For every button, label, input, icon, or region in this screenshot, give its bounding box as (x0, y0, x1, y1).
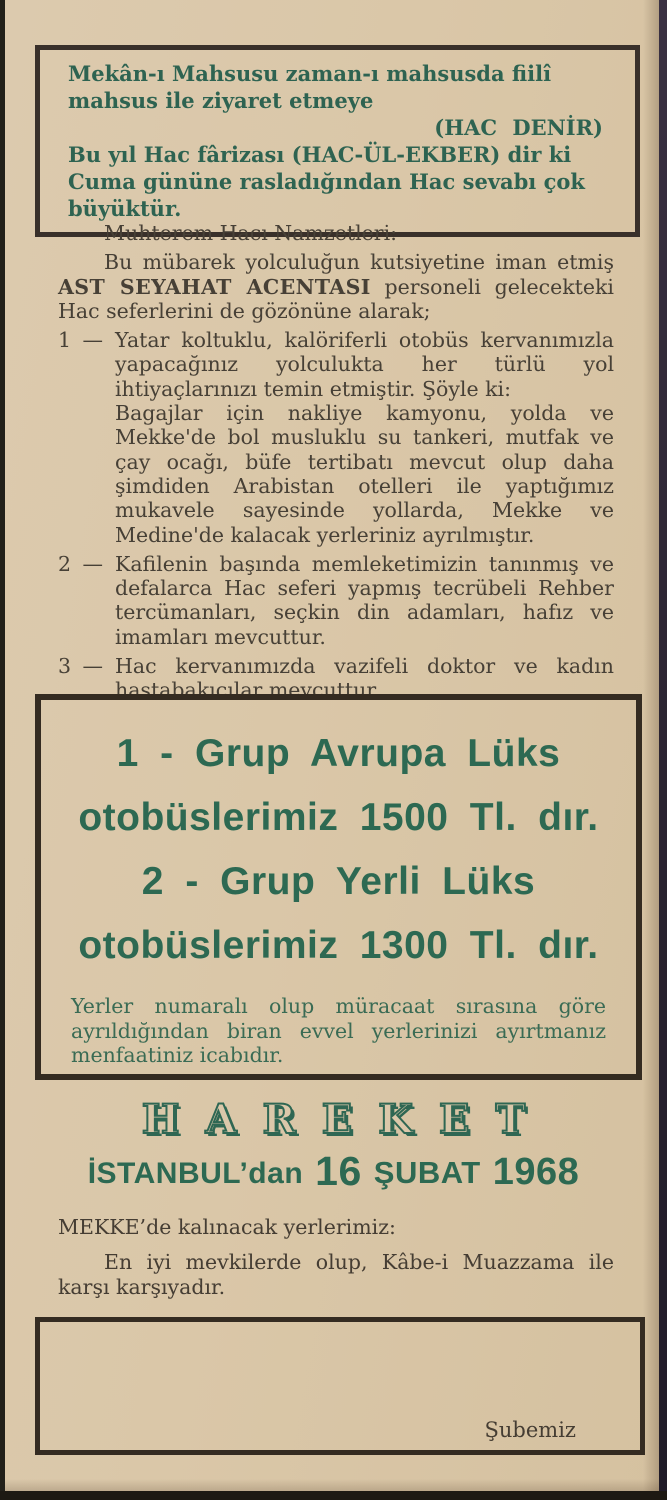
list-item-1 (58, 328, 614, 547)
branch-label: Şubemiz (484, 1418, 576, 1442)
item-1-digit: 1 (58, 328, 72, 353)
item-2-dash: — (82, 551, 103, 576)
price-line-4: otobüslerimiz 1300 Tl. dır. (78, 924, 599, 967)
notice-bottom-text: Bu yıl Hac fârizası (HAC-ÜL-EKBER) dir ki Cuma gününe rasladığından Hac sevabı çok büyüktür. (68, 142, 585, 221)
price-line-3: 2 - Grup Yerli Lüks (141, 860, 536, 903)
scan-edge-left (0, 0, 5, 1500)
departure-line (0, 1148, 667, 1195)
intro-text-before: Bu mübarek yolculuğun kutsiyetine iman etmiş (104, 250, 614, 275)
departure-city: İSTANBUL’dan (87, 1157, 304, 1190)
price-note: Yerler numaralı olup müracaat sırasına göre ayrıldığından biran evvel yerlerinizi ayırtmanız menfaatiniz icabıdır. (71, 994, 606, 1067)
greeting-line: Muhterem Hacı Namzetleri: (104, 221, 398, 245)
agency-name: AST SEYAHAT ACENTASI (58, 274, 371, 299)
item-1-text: Yatar koltuklu, kalöriferli otobüs kervanımızla yapacağınız yolculukta her türlü yol ihtiyaçlarınızı temin etmiştir. Şöyle ki: (115, 328, 614, 401)
departure-day: 16 (315, 1148, 362, 1194)
intro-paragraph (58, 250, 614, 323)
hareket-heading: HAREKET (141, 1096, 552, 1143)
notice-callout: (HAC DENİR) (434, 115, 603, 140)
price-line-2: otobüslerimiz 1500 Tl. dır. (78, 796, 599, 839)
item-1-subtext: Bagajlar için nakliye kamyonu, yolda ve Mekke'de bol musluklu su tankeri, mutfak ve çay ocağı, büfe tertibatı mevcut olup daha şimdiden Arabistan otelleri ile yaptığımız mukavele sayesinde yollarda, Mekke ve Medine'de kalacak yerleriniz ayrılmıştır. (115, 401, 614, 547)
departure-month: ŞUBAT (373, 1155, 481, 1190)
item-2-text: Kafilenin başında memleketimizin tanınmış ve defalarca Hac seferi yapmış tecrübeli Rehber tercümanları, seçkin din adamları, hafız ve imamları mevcuttur. (115, 551, 614, 649)
paper-right-shade (643, 0, 659, 1500)
price-box (35, 694, 642, 1080)
scan-edge-bottom (0, 1491, 667, 1500)
notice-main-text: Mekân-ı Mahsusu zaman-ı mahsusda fiilî mahsus ile ziyaret etmeye (68, 61, 552, 113)
item-3-digit: 3 (58, 654, 72, 679)
item-2-number (58, 552, 115, 649)
body-copy (58, 221, 614, 708)
item-2-body (115, 552, 614, 649)
intro-text-after: personeli gelecekteki Hac seferlerini de gözönüne alarak; (58, 274, 614, 323)
scan-edge-right (659, 0, 667, 1500)
item-1-body (115, 328, 614, 547)
notice-box (35, 45, 640, 237)
mekke-section (58, 1215, 614, 1300)
item-3-dash: — (82, 654, 103, 679)
list-item-2 (58, 552, 614, 649)
item-3-text: Hac kervanımızda vazifeli doktor ve kadın hastabakıcılar mevcuttur. (115, 654, 614, 703)
item-2-digit: 2 (58, 551, 72, 576)
item-1-dash: — (82, 328, 103, 353)
item-1-number (58, 328, 115, 547)
paper-bottom-shade (0, 1479, 667, 1491)
mekke-heading: MEKKE’de kalınacak yerlerimiz: (58, 1215, 396, 1239)
departure-year: 1968 (492, 1151, 580, 1193)
branch-box (35, 1317, 645, 1455)
mekke-text: En iyi mevkilerde olup, Kâbe-i Muazzama ile karşı karşıyadır. (58, 1250, 614, 1299)
price-line-1: 1 - Grup Avrupa Lüks (116, 732, 561, 775)
